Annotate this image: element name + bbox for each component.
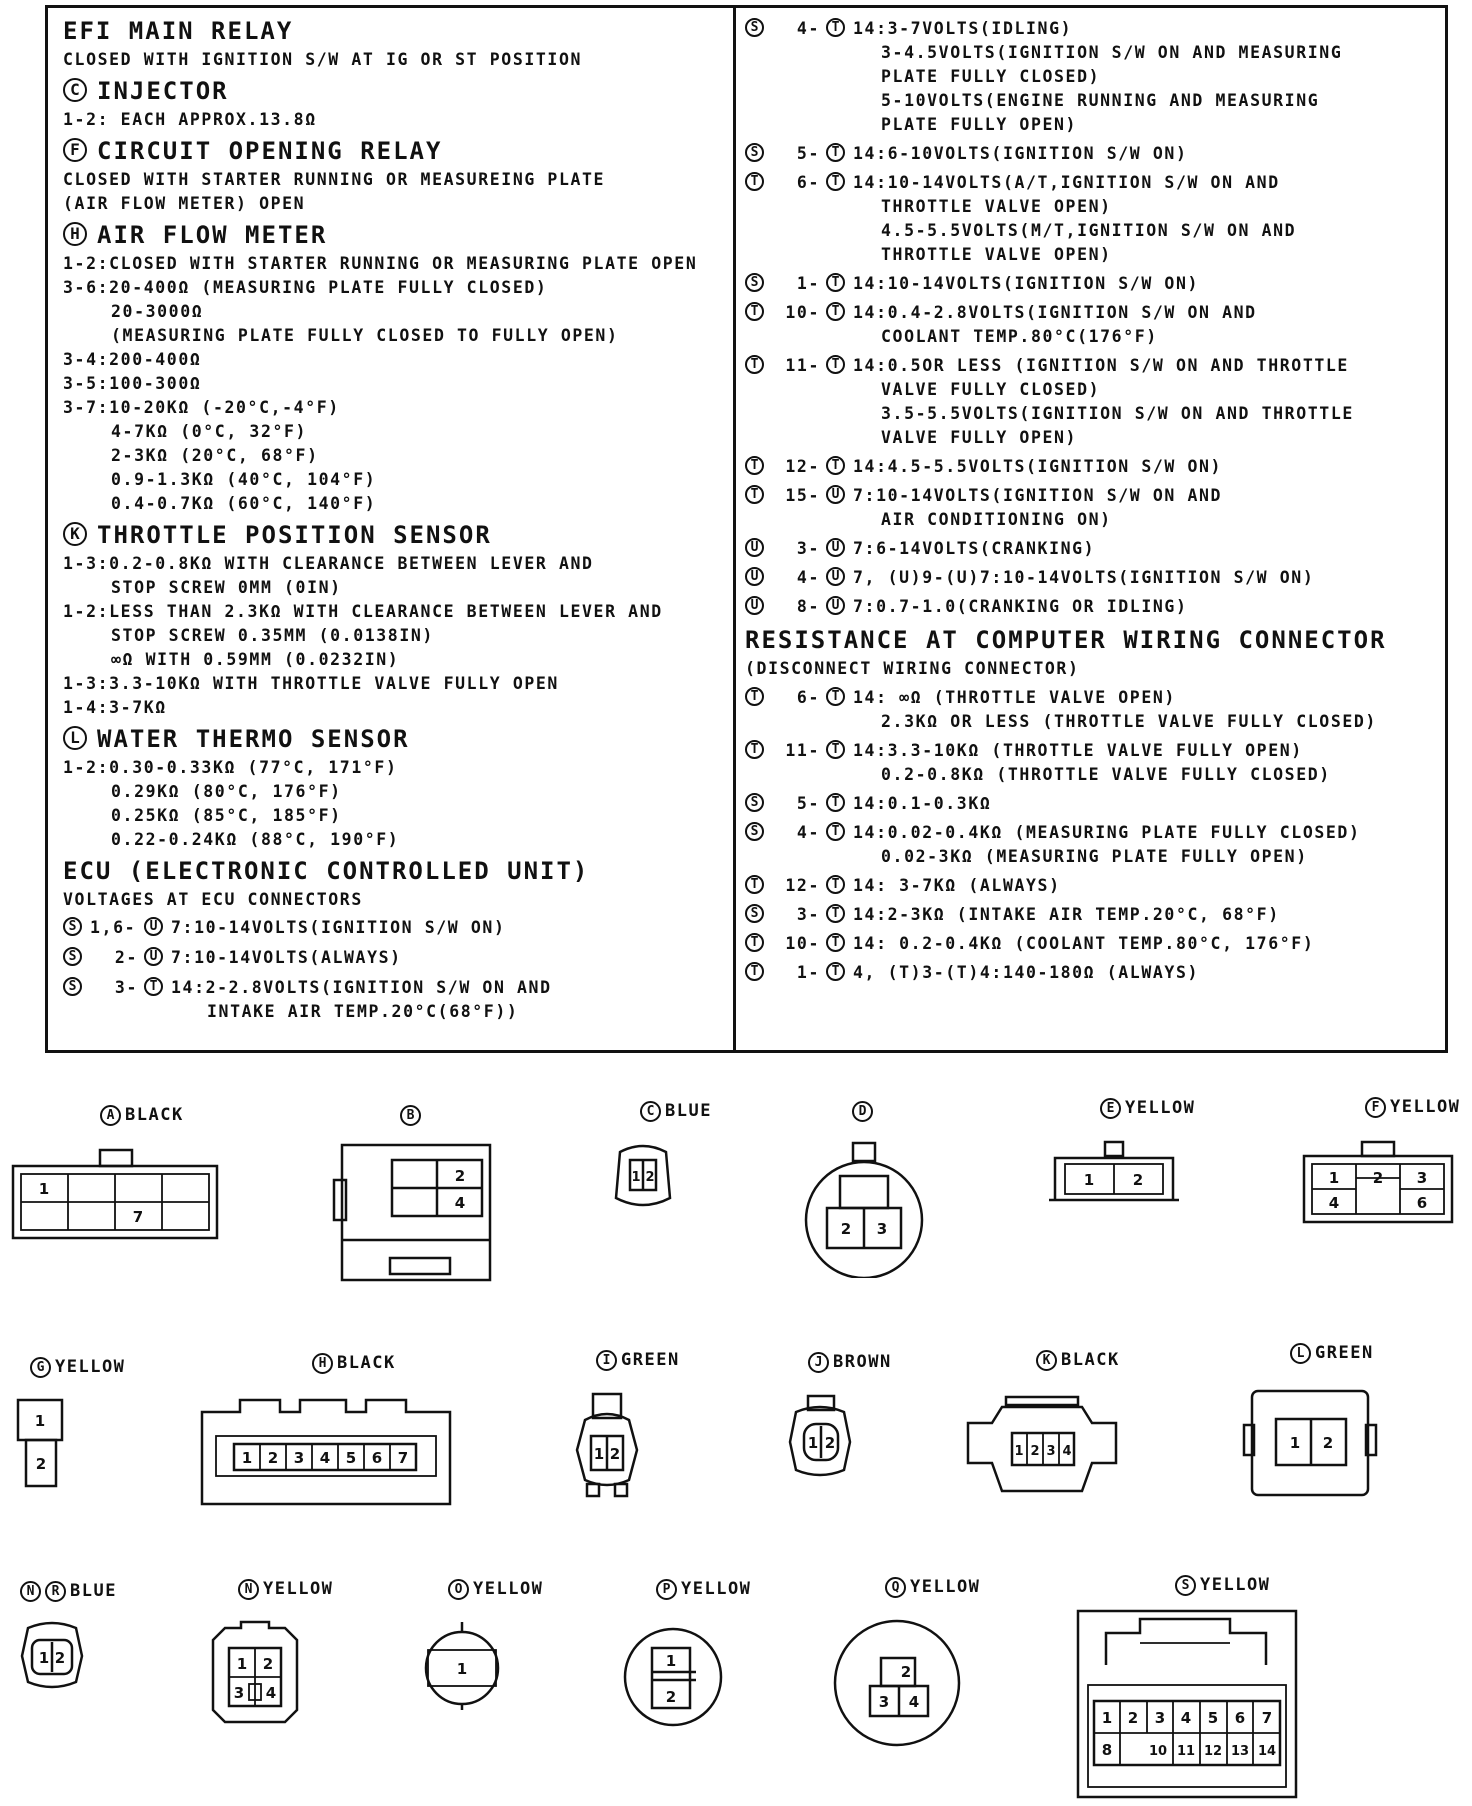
- pin-label: 2: [1127, 1709, 1139, 1727]
- efi-heading: [63, 14, 728, 48]
- afm-line: 3-5:100-300Ω: [63, 374, 202, 393]
- connector-badge: T: [826, 822, 845, 841]
- pin-label: 4: [319, 1449, 331, 1467]
- connector-badge: T: [826, 172, 845, 191]
- wts-line: 0.29KΩ (80°C, 176°F): [111, 782, 342, 801]
- pin-label: 2: [1322, 1434, 1334, 1452]
- spec-row: S 5- T 14:0.1-0.3KΩ: [745, 792, 1445, 816]
- wts-line: 1-2:0.30-0.33KΩ (77°C, 171°F): [63, 758, 398, 777]
- connector-badge: U: [826, 596, 845, 615]
- connector-badge: C: [63, 78, 87, 102]
- connector-badge: T: [144, 977, 163, 996]
- connector-badge: T: [826, 143, 845, 162]
- connector-badge: S: [745, 18, 764, 37]
- connector-badge: S: [1175, 1575, 1196, 1596]
- spec-row: U 4- U 7, (U)9-(U)7:10-14VOLTS(IGNITION S/W ON): [745, 566, 1445, 590]
- pin-label: 1: [1083, 1171, 1095, 1189]
- spec-row: U 8- U 7:0.7-1.0(CRANKING OR IDLING): [745, 595, 1445, 619]
- connector-badge: J: [808, 1352, 829, 1373]
- connector-badge: O: [448, 1579, 469, 1600]
- connector-badge: F: [1365, 1097, 1386, 1118]
- connector-badge: T: [826, 273, 845, 292]
- pin-label: 11: [1176, 1744, 1196, 1759]
- pin-label: 1: [593, 1445, 605, 1463]
- connector-badge: D: [852, 1101, 873, 1122]
- pin-label: 2: [645, 1170, 655, 1185]
- pin-label: 4: [265, 1684, 277, 1702]
- pin-label: 4: [454, 1194, 466, 1212]
- connector-n-diagram: [205, 1618, 305, 1726]
- connector-badge: T: [826, 302, 845, 321]
- pin-label: 5: [1207, 1709, 1219, 1727]
- wts-heading: L WATER THERMO SENSOR: [63, 722, 728, 756]
- pin-label: 6: [371, 1449, 383, 1467]
- connector-badge: F: [63, 138, 87, 162]
- connector-h-diagram: [196, 1392, 456, 1512]
- pin-label: 3: [1416, 1169, 1428, 1187]
- spec-row: T 10- T 14:0.4-2.8VOLTS(IGNITION S/W ON AND COOLANT TEMP.80°C(176°F): [745, 301, 1445, 349]
- pin-label: 14: [1257, 1744, 1277, 1759]
- connector-badge: U: [144, 917, 163, 936]
- connector-badge: G: [30, 1357, 51, 1378]
- pin-label: 1: [38, 1180, 50, 1198]
- pin-label: 5: [345, 1449, 357, 1467]
- connector-badge: U: [826, 485, 845, 504]
- connector-badge: T: [745, 456, 764, 475]
- connector-b-diagram: [330, 1140, 500, 1285]
- connector-o-diagram: [422, 1618, 502, 1713]
- pin-label: 1: [1289, 1434, 1301, 1452]
- connector-s-diagram: [1070, 1605, 1305, 1803]
- ecu-row: S 1,6- U 7:10-14VOLTS(IGNITION S/W ON): [63, 916, 728, 940]
- connector-j-diagram: [780, 1392, 860, 1482]
- connector-badge: T: [745, 875, 764, 894]
- connector-f-diagram: [1298, 1138, 1458, 1228]
- pin-label: 8: [1101, 1741, 1113, 1759]
- pin-label: 2: [1132, 1171, 1144, 1189]
- connector-g-diagram: [12, 1395, 72, 1495]
- left-spec-column: [63, 12, 728, 1024]
- pin-label: 1: [38, 1649, 50, 1667]
- connector-badge: U: [745, 538, 764, 557]
- ecu-heading: ECU (ELECTRONIC CONTROLLED UNIT): [63, 857, 590, 885]
- injector-text: 1-2: EACH APPROX.13.8Ω: [63, 110, 317, 129]
- connector-badge: T: [745, 933, 764, 952]
- afm-line: 1-2:CLOSED WITH STARTER RUNNING OR MEASURING PLATE OPEN: [63, 254, 698, 273]
- injector-heading: C INJECTOR: [63, 74, 728, 108]
- connector-i-label: I GREEN: [596, 1349, 680, 1371]
- afm-line: 0.4-0.7KΩ (60°C, 140°F): [111, 494, 377, 513]
- connector-j-label: J BROWN: [808, 1351, 892, 1373]
- ecu-row: S 2- U 7:10-14VOLTS(ALWAYS): [63, 946, 728, 970]
- spec-row: U 3- U 7:6-14VOLTS(CRANKING): [745, 537, 1445, 561]
- connector-d-label: [852, 1100, 877, 1122]
- afm-line: 3-6:20-400Ω (MEASURING PLATE FULLY CLOSED): [63, 278, 548, 297]
- connector-s-label: S YELLOW: [1175, 1574, 1270, 1596]
- pin-label: 2: [900, 1663, 912, 1681]
- connector-badge: U: [144, 947, 163, 966]
- spec-row: T 1- T 4, (T)3-(T)4:140-180Ω (ALWAYS): [745, 961, 1445, 985]
- connector-i-diagram: [567, 1390, 647, 1500]
- connector-a-label: A BLACK: [100, 1104, 184, 1126]
- cor-text-2: (AIR FLOW METER) OPEN: [63, 194, 306, 213]
- pin-label: 12: [1203, 1744, 1223, 1759]
- resistance-subtitle: (DISCONNECT WIRING CONNECTOR): [745, 659, 1080, 678]
- pin-label: 1: [456, 1660, 468, 1678]
- pin-label: 2: [840, 1220, 852, 1238]
- pin-label: 10: [1148, 1744, 1168, 1759]
- pin-label: 2: [824, 1434, 836, 1452]
- connector-badge: S: [745, 822, 764, 841]
- pin-label: 1: [241, 1449, 253, 1467]
- connector-badge: U: [745, 567, 764, 586]
- connector-badge: E: [1100, 1098, 1121, 1119]
- connector-badge: H: [312, 1353, 333, 1374]
- wts-line: 0.25KΩ (85°C, 185°F): [111, 806, 342, 825]
- afm-heading: H AIR FLOW METER: [63, 218, 728, 252]
- pin-label: 13: [1230, 1744, 1250, 1759]
- connector-badge: A: [100, 1105, 121, 1126]
- pin-label: 4: [1180, 1709, 1192, 1727]
- connector-badge: S: [745, 143, 764, 162]
- connector-badge: T: [826, 456, 845, 475]
- cor-text-1: CLOSED WITH STARTER RUNNING OR MEASUREING PLATE: [63, 170, 606, 189]
- pin-label: 4: [1328, 1194, 1340, 1212]
- pin-label: 3: [878, 1693, 890, 1711]
- connector-badge: H: [63, 222, 87, 246]
- ecu-row: S 3- T 14:2-2.8VOLTS(IGNITION S/W ON AND INTAKE AIR TEMP.20°C(68°F)): [63, 976, 728, 1024]
- pin-label: 1: [807, 1434, 819, 1452]
- connector-badge: P: [656, 1579, 677, 1600]
- connector-q-diagram: [830, 1616, 965, 1751]
- connector-b-label: [400, 1104, 425, 1126]
- connector-p-diagram: [620, 1620, 730, 1730]
- spec-row: T 11- T 14:0.5OR LESS (IGNITION S/W ON AND THROTTLE VALVE FULLY CLOSED) 3.5-5.5VOLTS(IGNITION S/W ON AND THROTTLE VALVE FULLY OPEN): [745, 354, 1445, 450]
- connector-p-label: P YELLOW: [656, 1578, 751, 1600]
- connector-f-label: F YELLOW: [1365, 1096, 1460, 1118]
- pin-label: 2: [54, 1649, 66, 1667]
- afm-line: 3-4:200-400Ω: [63, 350, 202, 369]
- spec-row: T 10- T 14: 0.2-0.4KΩ (COOLANT TEMP.80°C, 176°F): [745, 932, 1445, 956]
- pin-label: 1: [1101, 1709, 1113, 1727]
- wts-line: 0.22-0.24KΩ (88°C, 190°F): [111, 830, 400, 849]
- pin-label: 2: [609, 1445, 621, 1463]
- connector-g-label: G YELLOW: [30, 1356, 125, 1378]
- pin-label: 2: [454, 1167, 466, 1185]
- pin-label: 3: [876, 1220, 888, 1238]
- connector-d-diagram: [800, 1138, 930, 1278]
- connector-badge: L: [1290, 1343, 1311, 1364]
- connector-badge: N: [238, 1579, 259, 1600]
- spec-row: S 3- T 14:2-3KΩ (INTAKE AIR TEMP.20°C, 68°F): [745, 903, 1445, 927]
- pin-label: 1: [665, 1652, 677, 1670]
- pin-label: 6: [1416, 1194, 1428, 1212]
- spec-row: T 15- U 7:10-14VOLTS(IGNITION S/W ON AND AIR CONDITIONING ON): [745, 484, 1445, 532]
- tps-heading: K THROTTLE POSITION SENSOR: [63, 518, 728, 552]
- pin-label: 4: [908, 1693, 920, 1711]
- spec-row: T 11- T 14:3.3-10KΩ (THROTTLE VALVE FULLY OPEN) 0.2-0.8KΩ (THROTTLE VALVE FULLY CLOSED): [745, 739, 1445, 787]
- tps-line: 1-3:3.3-10KΩ WITH THROTTLE VALVE FULLY OPEN: [63, 674, 559, 693]
- connector-badge: B: [400, 1105, 421, 1126]
- pin-label: 3: [233, 1684, 245, 1702]
- voltage-rows: [745, 17, 1445, 619]
- connector-badge: R: [45, 1581, 66, 1602]
- connector-c-diagram: [608, 1138, 678, 1218]
- spec-row: S 4- T 14:3-7VOLTS(IDLING) 3-4.5VOLTS(IGNITION S/W ON AND MEASURING PLATE FULLY CLOSED) 5-10VOLTS(ENGINE RUNNING AND MEASURING PLATE FULLY OPEN): [745, 17, 1445, 137]
- connector-badge: T: [745, 172, 764, 191]
- connector-badge: N: [20, 1581, 41, 1602]
- connector-badge: U: [745, 596, 764, 615]
- connector-l-diagram: [1240, 1385, 1380, 1505]
- connector-badge: T: [826, 740, 845, 759]
- connector-badge: T: [745, 687, 764, 706]
- connector-badge: L: [63, 726, 87, 750]
- spec-row: T 12- T 14: 3-7KΩ (ALWAYS): [745, 874, 1445, 898]
- connector-badge: T: [826, 904, 845, 923]
- connector-badge: T: [745, 740, 764, 759]
- afm-line: 0.9-1.3KΩ (40°C, 104°F): [111, 470, 377, 489]
- tps-line: 1-4:3-7KΩ: [63, 698, 167, 717]
- afm-line: 4-7KΩ (0°C, 32°F): [111, 422, 308, 441]
- spec-row: S 5- T 14:6-10VOLTS(IGNITION S/W ON): [745, 142, 1445, 166]
- pin-label: 7: [1261, 1709, 1273, 1727]
- pin-label: 2: [35, 1455, 47, 1473]
- pin-label: 3: [1154, 1709, 1166, 1727]
- connector-badge: C: [640, 1101, 661, 1122]
- tps-line: 1-3:0.2-0.8KΩ WITH CLEARANCE BETWEEN LEVER AND: [63, 554, 594, 573]
- afm-line: 2-3KΩ (20°C, 68°F): [111, 446, 319, 465]
- tps-line: ∞Ω WITH 0.59MM (0.0232IN): [111, 650, 400, 669]
- cor-heading: F CIRCUIT OPENING RELAY: [63, 134, 728, 168]
- pin-label: 2: [262, 1655, 274, 1673]
- connector-badge: U: [826, 567, 845, 586]
- afm-line: (MEASURING PLATE FULLY CLOSED TO FULLY OPEN): [111, 326, 619, 345]
- connector-badge: S: [745, 273, 764, 292]
- connector-badge: S: [745, 793, 764, 812]
- pin-label: 2: [1372, 1169, 1384, 1187]
- connector-badge: T: [826, 962, 845, 981]
- connector-badge: T: [745, 302, 764, 321]
- connector-badge: S: [63, 977, 82, 996]
- connector-nr-diagram: [14, 1618, 89, 1698]
- connector-nr-label: N R BLUE: [20, 1580, 117, 1602]
- ecu-subtitle: VOLTAGES AT ECU CONNECTORS: [63, 890, 363, 909]
- pin-label: 1: [1328, 1169, 1340, 1187]
- pin-label: 1: [34, 1412, 46, 1430]
- tps-line: 1-2:LESS THAN 2.3KΩ WITH CLEARANCE BETWEEN LEVER AND: [63, 602, 663, 621]
- pin-label: 2: [665, 1688, 677, 1706]
- connector-badge: T: [826, 355, 845, 374]
- connector-badge: T: [826, 18, 845, 37]
- pin-label: 7: [397, 1449, 409, 1467]
- connector-badge: T: [745, 485, 764, 504]
- connector-badge: S: [745, 904, 764, 923]
- connector-badge: S: [63, 917, 82, 936]
- connector-l-label: L GREEN: [1290, 1342, 1374, 1364]
- connector-e-label: E YELLOW: [1100, 1097, 1195, 1119]
- efi-title: EFI MAIN RELAY: [63, 17, 294, 45]
- connector-badge: T: [826, 875, 845, 894]
- connector-badge: I: [596, 1350, 617, 1371]
- resistance-rows: [745, 686, 1445, 985]
- pin-label: 7: [132, 1208, 144, 1226]
- pin-label: 3: [293, 1449, 305, 1467]
- column-divider: [733, 5, 736, 1053]
- efi-text: CLOSED WITH IGNITION S/W AT IG OR ST POSITION: [63, 50, 583, 69]
- connector-badge: T: [826, 793, 845, 812]
- pin-label: 1: [1014, 1444, 1024, 1459]
- connector-e-diagram: [1045, 1138, 1185, 1208]
- afm-line: 3-7:10-20KΩ (-20°C,-4°F): [63, 398, 340, 417]
- afm-line: 20-3000Ω: [111, 302, 204, 321]
- connector-n-label: N YELLOW: [238, 1578, 333, 1600]
- connector-badge: T: [826, 687, 845, 706]
- connector-k-label: K BLACK: [1036, 1349, 1120, 1371]
- tps-line: STOP SCREW 0MM (0IN): [111, 578, 342, 597]
- resistance-heading: RESISTANCE AT COMPUTER WIRING CONNECTOR: [745, 626, 1387, 654]
- connector-badge: S: [63, 947, 82, 966]
- connector-badge: Q: [885, 1577, 906, 1598]
- connector-o-label: O YELLOW: [448, 1578, 543, 1600]
- connector-h-label: H BLACK: [312, 1352, 396, 1374]
- spec-row: S 1- T 14:10-14VOLTS(IGNITION S/W ON): [745, 272, 1445, 296]
- pin-label: 4: [1062, 1444, 1072, 1459]
- connector-badge: U: [826, 538, 845, 557]
- pin-label: 2: [1030, 1444, 1040, 1459]
- spec-row: T 6- T 14: ∞Ω (THROTTLE VALVE OPEN) 2.3KΩ OR LESS (THROTTLE VALVE FULLY CLOSED): [745, 686, 1445, 734]
- connector-badge: T: [826, 933, 845, 952]
- connector-badge: T: [745, 962, 764, 981]
- connector-k-diagram: [962, 1393, 1122, 1498]
- connector-c-label: C BLUE: [640, 1100, 712, 1122]
- right-spec-column: [745, 12, 1445, 985]
- connector-badge: K: [63, 522, 87, 546]
- pin-label: 2: [267, 1449, 279, 1467]
- connector-badge: K: [1036, 1350, 1057, 1371]
- spec-row: S 4- T 14:0.02-0.4KΩ (MEASURING PLATE FULLY CLOSED) 0.02-3KΩ (MEASURING PLATE FULLY OPEN): [745, 821, 1445, 869]
- pin-label: 1: [236, 1655, 248, 1673]
- pin-label: 6: [1234, 1709, 1246, 1727]
- pin-label: 3: [1046, 1444, 1056, 1459]
- tps-line: STOP SCREW 0.35MM (0.0138IN): [111, 626, 434, 645]
- spec-row: T 6- T 14:10-14VOLTS(A/T,IGNITION S/W ON AND THROTTLE VALVE OPEN) 4.5-5.5VOLTS(M/T,IGNITION S/W ON AND THROTTLE VALVE OPEN): [745, 171, 1445, 267]
- connector-a-diagram: [8, 1145, 223, 1245]
- connector-q-label: Q YELLOW: [885, 1576, 980, 1598]
- spec-row: T 12- T 14:4.5-5.5VOLTS(IGNITION S/W ON): [745, 455, 1445, 479]
- connector-badge: T: [745, 355, 764, 374]
- pin-label: 1: [631, 1170, 641, 1185]
